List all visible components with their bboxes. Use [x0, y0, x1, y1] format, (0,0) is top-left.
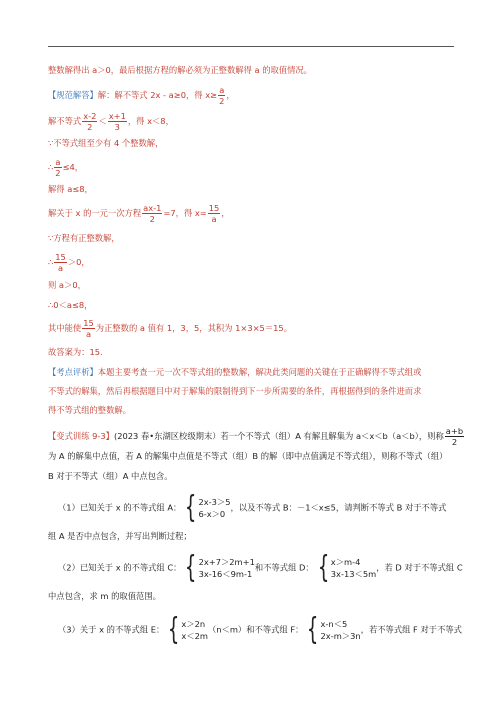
text: ∴: [48, 257, 54, 267]
numerator: x-2: [83, 111, 97, 121]
text: ，得 x＜8，: [127, 116, 174, 126]
line-24: [58, 612, 462, 647]
header-rule: [48, 46, 454, 47]
line-20: [58, 490, 447, 525]
numerator: a: [55, 157, 61, 167]
text: ，: [221, 208, 230, 218]
numerator: 15: [55, 252, 66, 262]
denominator: 2: [149, 214, 155, 224]
denominator: 2: [451, 437, 458, 447]
denominator: a: [58, 263, 64, 273]
brace-icon: {: [307, 612, 319, 647]
label-analysis: 【考点评析】: [48, 367, 98, 377]
denominator: 2: [219, 96, 225, 106]
line-6: 解得 a≤8，: [48, 184, 93, 194]
line-4: ∵不等式组至少有 4 个整数解，: [48, 138, 164, 148]
text: =7，得 x=: [163, 208, 207, 218]
text: 其中能使: [48, 323, 82, 333]
text: ＜: [98, 116, 107, 126]
line-12: [48, 318, 292, 339]
system: [331, 556, 376, 580]
line-14: [48, 366, 421, 378]
numerator: x+1: [108, 111, 126, 121]
system: [181, 618, 208, 642]
fraction: [108, 111, 127, 132]
eq-line: 2x-m＞3n: [320, 631, 361, 641]
text: 解不等式: [48, 116, 82, 126]
denominator: a: [211, 214, 217, 224]
text: ，: [226, 90, 235, 100]
line-19: B 对于不等式（组）A 中点包含。: [48, 471, 173, 481]
eq-line: x＞2n: [181, 619, 206, 629]
line-17: [48, 426, 465, 447]
eq-line: 6-x＞0: [198, 509, 226, 519]
text: 本题主要考查一元一次不等式组的整数解，解决此类问题的关键在于正确解得不等式组或: [97, 367, 422, 377]
line-5: [48, 157, 83, 178]
text: （3）关于 x 的不等式组 E：: [58, 624, 165, 635]
text: （n＜m）和不等式组 F：: [208, 624, 304, 635]
numerator: 15: [208, 203, 220, 213]
line-8: ∵方程有正整数解，: [48, 233, 120, 243]
line-1: 整数解得出 a＞0，最后根据方程的解必须为正整数解得 a 的取值情况。: [48, 65, 312, 75]
denominator: 2: [87, 122, 93, 132]
numerator: a: [219, 85, 225, 95]
line-16: 得不等式组的整数解。: [48, 405, 131, 415]
text: ≤4，: [62, 162, 84, 172]
numerator: ax-1: [143, 203, 162, 213]
eq-line: x-n＜5: [320, 619, 348, 629]
line-13: 故答案为：15.: [48, 347, 103, 357]
text: 和不等式组 D：: [254, 562, 314, 573]
fraction: [54, 252, 67, 273]
brace-icon: {: [185, 490, 197, 525]
denominator: a: [85, 329, 92, 339]
text: （1）已知关于 x 的不等式组 A：: [58, 502, 182, 513]
line-23: 中点包含，求 m 的取值范围。: [48, 591, 161, 601]
text: 解：解不等式 2x - a≥0，得 x≥: [97, 90, 218, 100]
text: ，若 D 对于不等式组 C: [376, 562, 463, 573]
text: 解关于 x 的一元一次方程: [48, 208, 142, 218]
fraction: [208, 203, 221, 224]
line-7: [48, 203, 230, 224]
eq-line: 3x-16＜9m-1: [198, 569, 253, 579]
line-9: [48, 252, 90, 273]
text: ，以及不等式 B：－1＜x≤5，请判断不等式 B 对于不等式: [230, 502, 447, 513]
line-21: 组 A 是否中点包含，并写出判断过程；: [48, 531, 192, 541]
line-22: [58, 550, 463, 585]
fraction: [82, 318, 95, 339]
text: 为正整数的 a 值有 1，3，5，其积为 1×3×5＝15。: [95, 323, 292, 333]
line-10: 则 a＞0，: [48, 280, 86, 290]
label-variant: 【变式训练 9-3】: [48, 431, 114, 441]
text: ＞0，: [67, 257, 90, 267]
text: (2023 春•东湖区校级期末）若一个不等式（组）A 有解且解集为 a＜x＜b（a＜b），则称: [113, 431, 444, 441]
text: ∴: [48, 162, 54, 172]
line-3: [48, 111, 174, 132]
system: [321, 618, 361, 642]
numerator: 15: [83, 318, 94, 328]
denominator: 3: [114, 122, 120, 132]
system: [199, 556, 255, 580]
brace-icon: {: [185, 550, 197, 585]
eq-line: x＜2m: [181, 631, 208, 641]
eq-line: 3x-13＜5m: [330, 569, 377, 579]
text: （2）已知关于 x 的不等式组 C：: [58, 562, 182, 573]
line-15: 不等式的解集，然后再根据题目中对于解集的限制得到下一步所需要的条件，再根据得到的条件进而求: [48, 386, 422, 396]
line-18: 为 A 的解集中点值，若 A 的解集中点值是不等式（组）B 的解（即中点值满足不等式组），则称不等式（组）: [48, 451, 448, 461]
brace-icon: {: [317, 550, 329, 585]
eq-line: 2x+7＞2m+1: [198, 557, 255, 567]
eq-line: x＞m-4: [330, 557, 361, 567]
denominator: 2: [55, 168, 61, 178]
brace-icon: {: [168, 612, 180, 647]
numerator: a+b: [445, 426, 464, 436]
label-solution: 【规范解答】: [48, 90, 98, 100]
fraction: [142, 203, 162, 224]
fraction: [445, 426, 464, 447]
line-2: [48, 85, 235, 106]
eq-line: 2x-3＞5: [198, 497, 231, 507]
text: ，若不等式组 F 对于不等式: [360, 624, 462, 635]
fraction: [218, 85, 225, 106]
line-11: ∴0＜a≤8，: [48, 300, 93, 310]
fraction: [82, 111, 97, 132]
system: [198, 496, 230, 520]
fraction: [54, 157, 61, 178]
